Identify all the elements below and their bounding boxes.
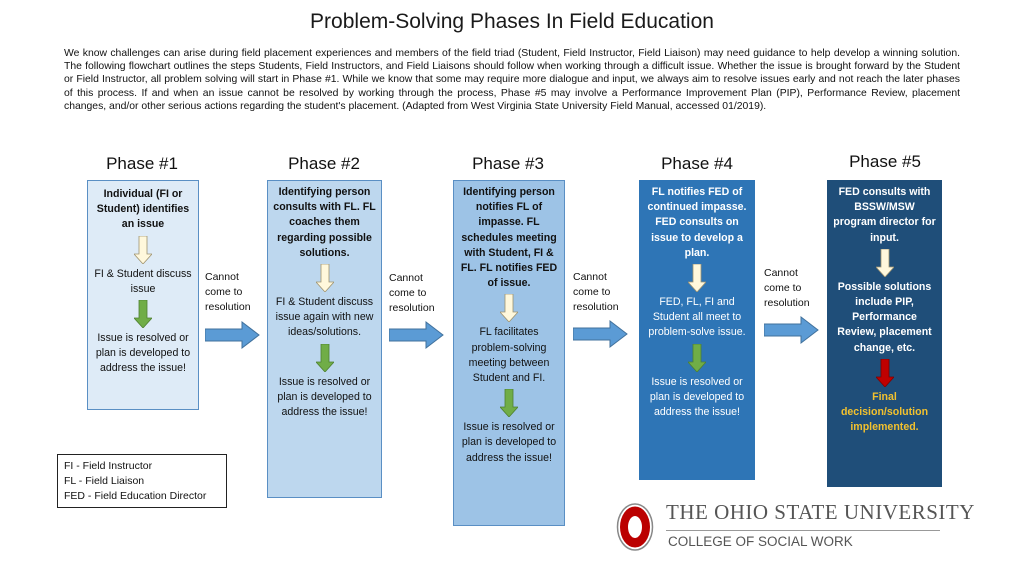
logo-divider (666, 530, 940, 531)
phase-3-trigger: Identifying person notifies FL of impasse. FL schedules meeting with Student, FI & FL. FL notifies FED of issue. (460, 186, 558, 290)
pale-down-arrow-icon (134, 236, 152, 264)
phase-1-outcome: Issue is resolved or plan is developed to address the issue! (95, 332, 191, 375)
phase-4-step: FED, FL, FI and Student all meet to problem-solve issue. (648, 296, 746, 339)
phase-1-box (87, 180, 199, 410)
osu-logo (616, 500, 975, 556)
green-down-arrow-icon (316, 344, 334, 372)
legend-item: FL - Field Liaison (64, 475, 145, 487)
phase-5-box (827, 180, 942, 487)
college-name: COLLEGE OF SOCIAL WORK (668, 534, 853, 549)
right-arrow-icon (389, 320, 444, 350)
red-down-arrow-icon (876, 359, 894, 387)
connector-2-label: Cannot come to resolution (389, 272, 435, 314)
phase-4-trigger: FL notifies FED of continued impasse. FED consults on issue to develop a plan. (647, 186, 747, 259)
phase-1-trigger: Individual (FI or Student) identifies an issue (96, 188, 190, 231)
pale-down-arrow-icon (316, 264, 334, 292)
phase-5-trigger: FED consults with BSSW/MSW program director for input. (833, 186, 936, 244)
phase-2-step: FI & Student discuss issue again with new ideas/solutions. (275, 296, 374, 339)
phase-5-step: Possible solutions include PIP, Performance Review, placement change, etc. (837, 280, 932, 354)
green-down-arrow-icon (688, 344, 706, 372)
connector-4-label: Cannot come to resolution (764, 267, 810, 309)
abbreviation-legend (57, 454, 227, 508)
phase-3-box (453, 180, 565, 526)
phase-4-box (639, 180, 755, 480)
phase-2-outcome: Issue is resolved or plan is developed to address the issue! (277, 375, 372, 419)
phase-1-label: Phase #1 (106, 154, 178, 173)
phase-1-step: FI & Student discuss issue (94, 267, 192, 295)
phase-2-label: Phase #2 (288, 154, 360, 173)
university-name: THE OHIO STATE UNIVERSITY (666, 500, 975, 524)
pale-down-arrow-icon (876, 249, 894, 277)
pale-down-arrow-icon (500, 294, 518, 322)
green-down-arrow-icon (500, 389, 518, 417)
legend-item: FED - Field Education Director (64, 490, 207, 502)
pale-down-arrow-icon (688, 264, 706, 292)
phase-5-outcome: Final decision/solution implemented. (840, 390, 929, 434)
phase-4-outcome: Issue is resolved or plan is developed to address the issue! (649, 375, 745, 419)
phase-2-trigger: Identifying person consults with FL. FL coaches them regarding possible solutions. (273, 186, 376, 259)
green-down-arrow-icon (134, 300, 152, 328)
connector-3-label: Cannot come to resolution (573, 271, 619, 313)
phase-3-outcome: Issue is resolved or plan is developed to address the issue! (461, 421, 557, 464)
phase-3-step: FL facilitates problem-solving meeting between Student and FI. (468, 326, 550, 385)
phase-4-label: Phase #4 (661, 154, 733, 173)
phase-3-label: Phase #3 (472, 154, 544, 173)
right-arrow-icon (205, 320, 260, 350)
phase-5-label: Phase #5 (849, 152, 921, 171)
right-arrow-icon (764, 315, 819, 345)
page-title: Problem-Solving Phases In Field Education (310, 10, 714, 33)
legend-item: FI - Field Instructor (64, 460, 153, 472)
block-o-icon (616, 502, 654, 552)
phase-2-box (267, 180, 382, 498)
intro-paragraph: We know challenges can arise during field placement experiences and members of the field triad (Student, Field Instructor, Field Liaison) may need guidance to help develop a winning solution. The following flowchart outlines the steps Students, Field Instructors, and Field Liaisons should follow when working through a difficult issue. Whether the issue is brought forward by the Student or Field Instructor, all problem solving will start in Phase #1. While we know that some may require more dialogue and input, we always aim to resolve issues early and not reach the later phases of this process. If and when an issue cannot be resolved by working through the process, Phase #5 may involve a Performance Improvement Plan (PIP), Performance Review, placement changes, and/or other serious actions regarding the student's placement. (Adapted from West Virginia State University Field Manual, accessed 01/2019). (64, 48, 960, 112)
connector-1-label: Cannot come to resolution (205, 271, 251, 313)
right-arrow-icon (573, 319, 628, 349)
